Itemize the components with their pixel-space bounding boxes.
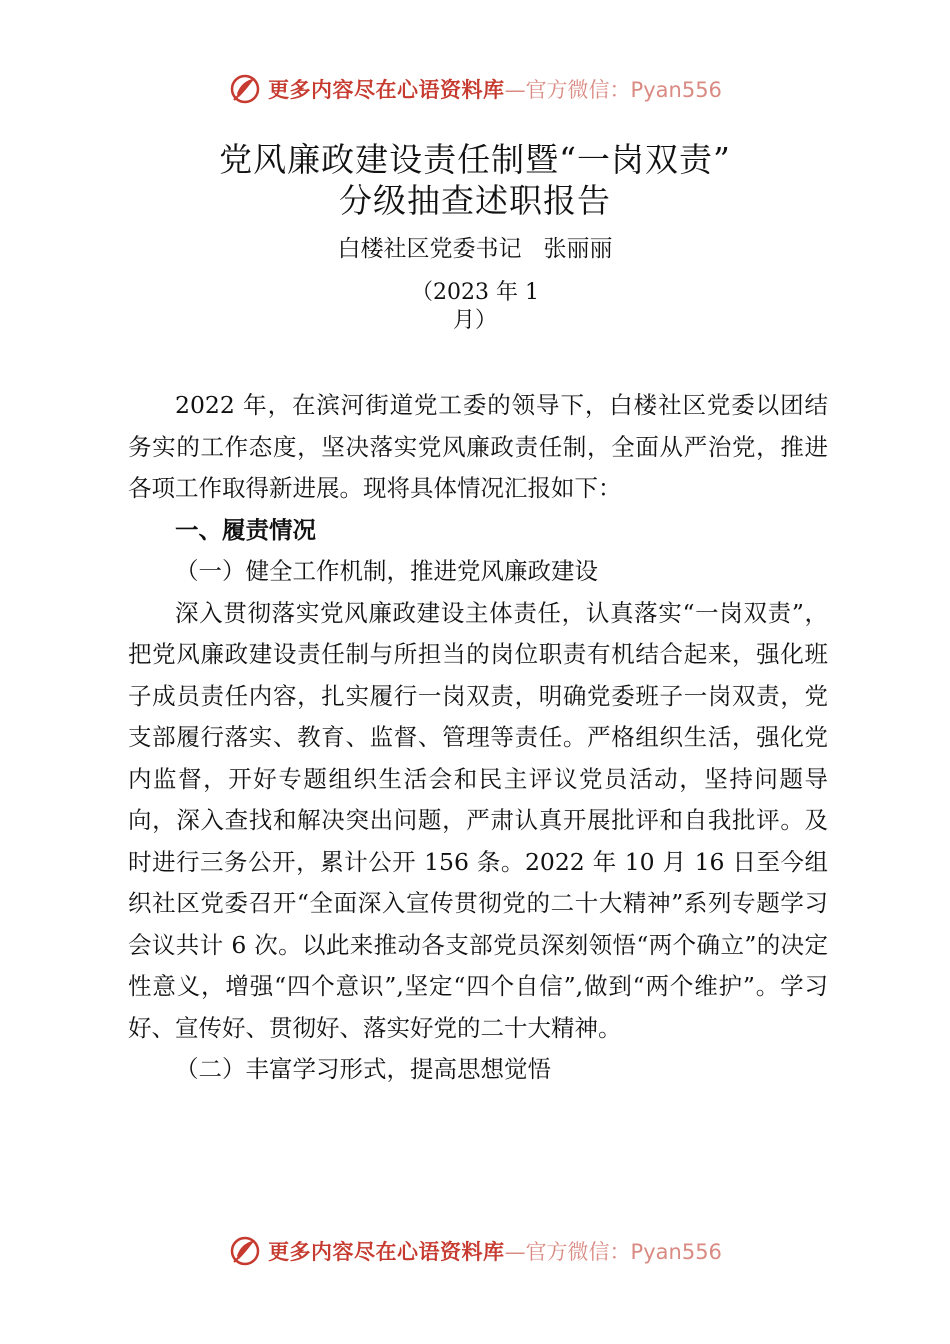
logo-icon [228,1234,262,1268]
body-paragraph: 深入贯彻落实党风廉政建设主体责任，认真落实“一岗双责”，把党风廉政建设责任制与所担当的岗位职责有机结合起来，强化班子成员责任内容，扎实履行一岗双责，明确党委班子一岗双责，党支部履行落实、教育、监督、管理等责任。严格组织生活，强化党内监督，开好专题组织生活会和民主评议党员活动，坚持问题导向，深入查找和解决突出问题，严肃认真开展批评和自我批评。及时进行三务公开，累计公开 156 条。2022 年 10 月 16 日至今组织社区党委召开“全面深入宣传贯彻党的二十大精神”系列专题学习会议共计 6 次。以此来推动各支部党员深刻领悟“两个确立”的决定性意义，增强“四个意识”,坚定“四个自信”,做到“两个维护”。学习好、宣传好、贯彻好、落实好党的二十大精神。 [128,598,828,1042]
watermark-footer [0,1234,950,1268]
watermark-contact: —官方微信：Pyan556 [504,1240,722,1264]
doc-title-line-2: 分级抽查述职报告 [339,181,611,220]
section-heading: 一、履责情况 [175,515,316,544]
doc-body [128,385,828,1091]
logo-icon [228,72,262,106]
subsection-heading: （一）健全工作机制，推进党风廉政建设 [175,557,598,585]
watermark-contact: —官方微信：Pyan556 [504,78,722,102]
author-line [0,230,950,263]
author-role: 白楼社区党委书记 [337,236,522,262]
intro-paragraph: 2022 年，在滨河街道党工委的领导下，白楼社区党委以团结务实的工作态度，坚决落实党风廉政责任制，全面从严治党，推进各项工作取得新进展。现将具体情况汇报如下： [128,391,828,502]
subsection-heading: （二）丰富学习形式，提高思想觉悟 [175,1055,551,1083]
doc-title-line-1: 党风廉政建设责任制暨“一岗双责” [219,140,731,179]
date-line-1: （2023 年 1 [411,280,539,305]
watermark-header [0,72,950,106]
date-line-2: 月） [452,308,497,333]
watermark-text: 更多内容尽在心语资料库 [268,1240,505,1264]
watermark-text: 更多内容尽在心语资料库 [268,78,505,102]
author-name: 张丽丽 [543,236,613,262]
